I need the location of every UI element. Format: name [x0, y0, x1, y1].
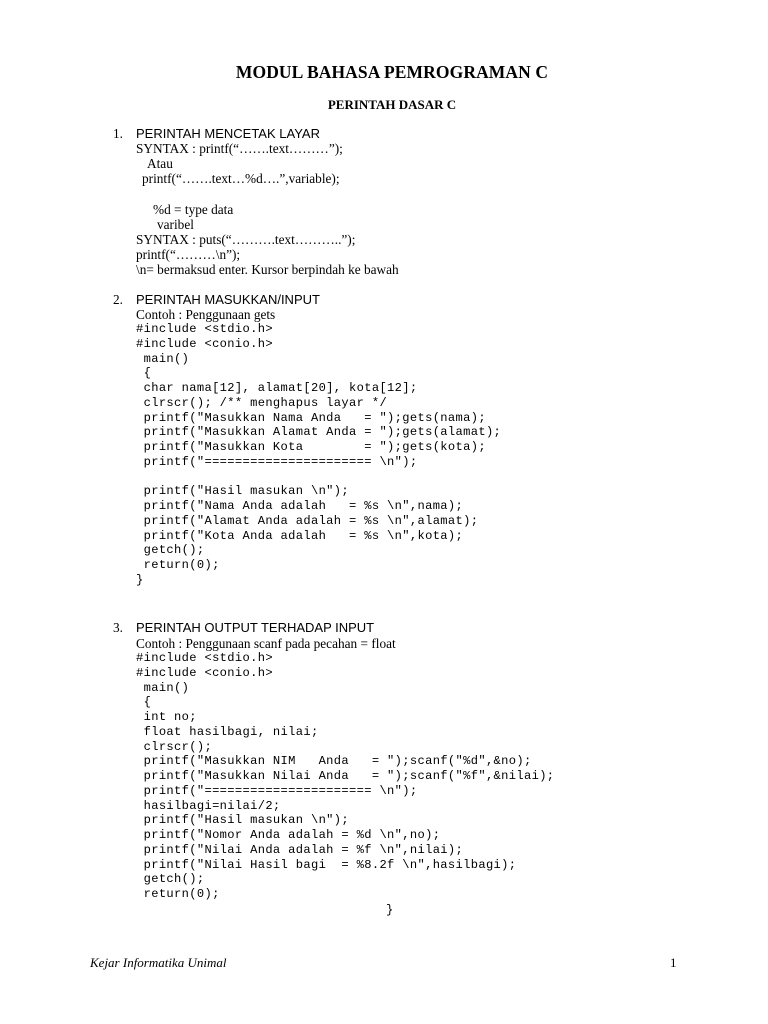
code-line: printf("Masukkan Nama Anda = ");gets(nama);	[136, 410, 486, 425]
code-line: clrscr();	[136, 739, 213, 754]
code-line: return(0);	[136, 558, 220, 572]
section-number: 2.	[113, 292, 123, 307]
syntax-line: SYNTAX : puts(“……….text………..”);	[136, 232, 356, 247]
code-line: #include <conio.h>	[136, 665, 273, 680]
code-line: hasilbagi=nilai/2;	[136, 798, 281, 813]
syntax-line: SYNTAX : printf(“…….text………”);	[136, 141, 343, 156]
section-number: 3.	[113, 620, 123, 635]
section-heading: PERINTAH OUTPUT TERHADAP INPUT	[136, 620, 375, 635]
code-line: char nama[12], alamat[20], kota[12];	[136, 381, 418, 395]
page-title: MODUL BAHASA PEMROGRAMAN C	[235, 62, 549, 82]
example-caption: Contoh : Penggunaan scanf pada pecahan = float	[136, 636, 396, 651]
code-line: float hasilbagi, nilai;	[136, 724, 319, 739]
code-line: getch();	[136, 872, 205, 887]
code-line: #include <stdio.h>	[136, 651, 273, 665]
code-closing-brace: }	[386, 903, 394, 917]
code-line: #include <conio.h>	[136, 336, 273, 351]
text-line: varibel	[157, 217, 194, 232]
example-caption: Contoh : Penggunaan gets	[136, 307, 276, 322]
code-line: #include <stdio.h>	[136, 322, 273, 336]
section-number: 1.	[113, 126, 123, 141]
text-line: Atau	[147, 156, 173, 171]
code-line: return(0);	[136, 887, 220, 901]
code-line: getch();	[136, 543, 205, 558]
code-line: printf("====================== \n");	[136, 783, 418, 798]
code-line: {	[136, 695, 152, 710]
code-line: printf("Hasil masukan \n");	[136, 484, 350, 499]
footer-label: Kejar Informatika Unimal	[90, 955, 227, 970]
code-line: main()	[136, 680, 190, 695]
code-line: printf("====================== \n");	[136, 454, 418, 469]
code-line: printf("Masukkan Nilai Anda = ");scanf("%f",&nilai);	[136, 769, 555, 783]
code-line: printf("Nama Anda adalah = %s \n",nama);	[136, 499, 464, 513]
text-line: \n= bermaksud enter. Kursor berpindah ke bawah	[136, 262, 399, 277]
code-line: printf("Alamat Anda adalah = %s \n",alamat);	[136, 513, 479, 528]
section-heading: PERINTAH MENCETAK LAYAR	[136, 126, 320, 141]
code-line: int no;	[136, 710, 197, 724]
code-line: }	[136, 572, 144, 587]
code-line: printf("Nilai Anda adalah = %f \n",nilai);	[136, 842, 464, 857]
text-line: printf(“………\n”);	[136, 247, 241, 262]
page-subtitle: PERINTAH DASAR C	[327, 97, 457, 112]
code-line: printf("Nilai Hasil bagi = %8.2f \n",hasilbagi);	[136, 857, 517, 872]
code-line: printf("Masukkan NIM Anda = ");scanf("%d",&no);	[136, 754, 532, 769]
text-line: %d = type data	[153, 202, 234, 217]
text-line: printf(“…….text…%d….”,variable);	[142, 171, 340, 186]
code-line: printf("Kota Anda adalah = %s \n",kota);	[136, 528, 464, 543]
code-line: {	[136, 366, 152, 381]
section-heading: PERINTAH MASUKKAN/INPUT	[136, 292, 320, 307]
code-line: clrscr(); /** menghapus layar */	[136, 395, 388, 410]
code-line: printf("Masukkan Alamat Anda = ");gets(alamat);	[136, 425, 502, 440]
code-line: printf("Nomor Anda adalah = %d \n",no);	[136, 828, 441, 842]
code-line: main()	[136, 351, 190, 366]
code-line: printf("Masukkan Kota = ");gets(kota);	[136, 440, 486, 454]
code-line: printf("Hasil masukan \n");	[136, 813, 350, 828]
page-number: 1	[670, 955, 677, 970]
